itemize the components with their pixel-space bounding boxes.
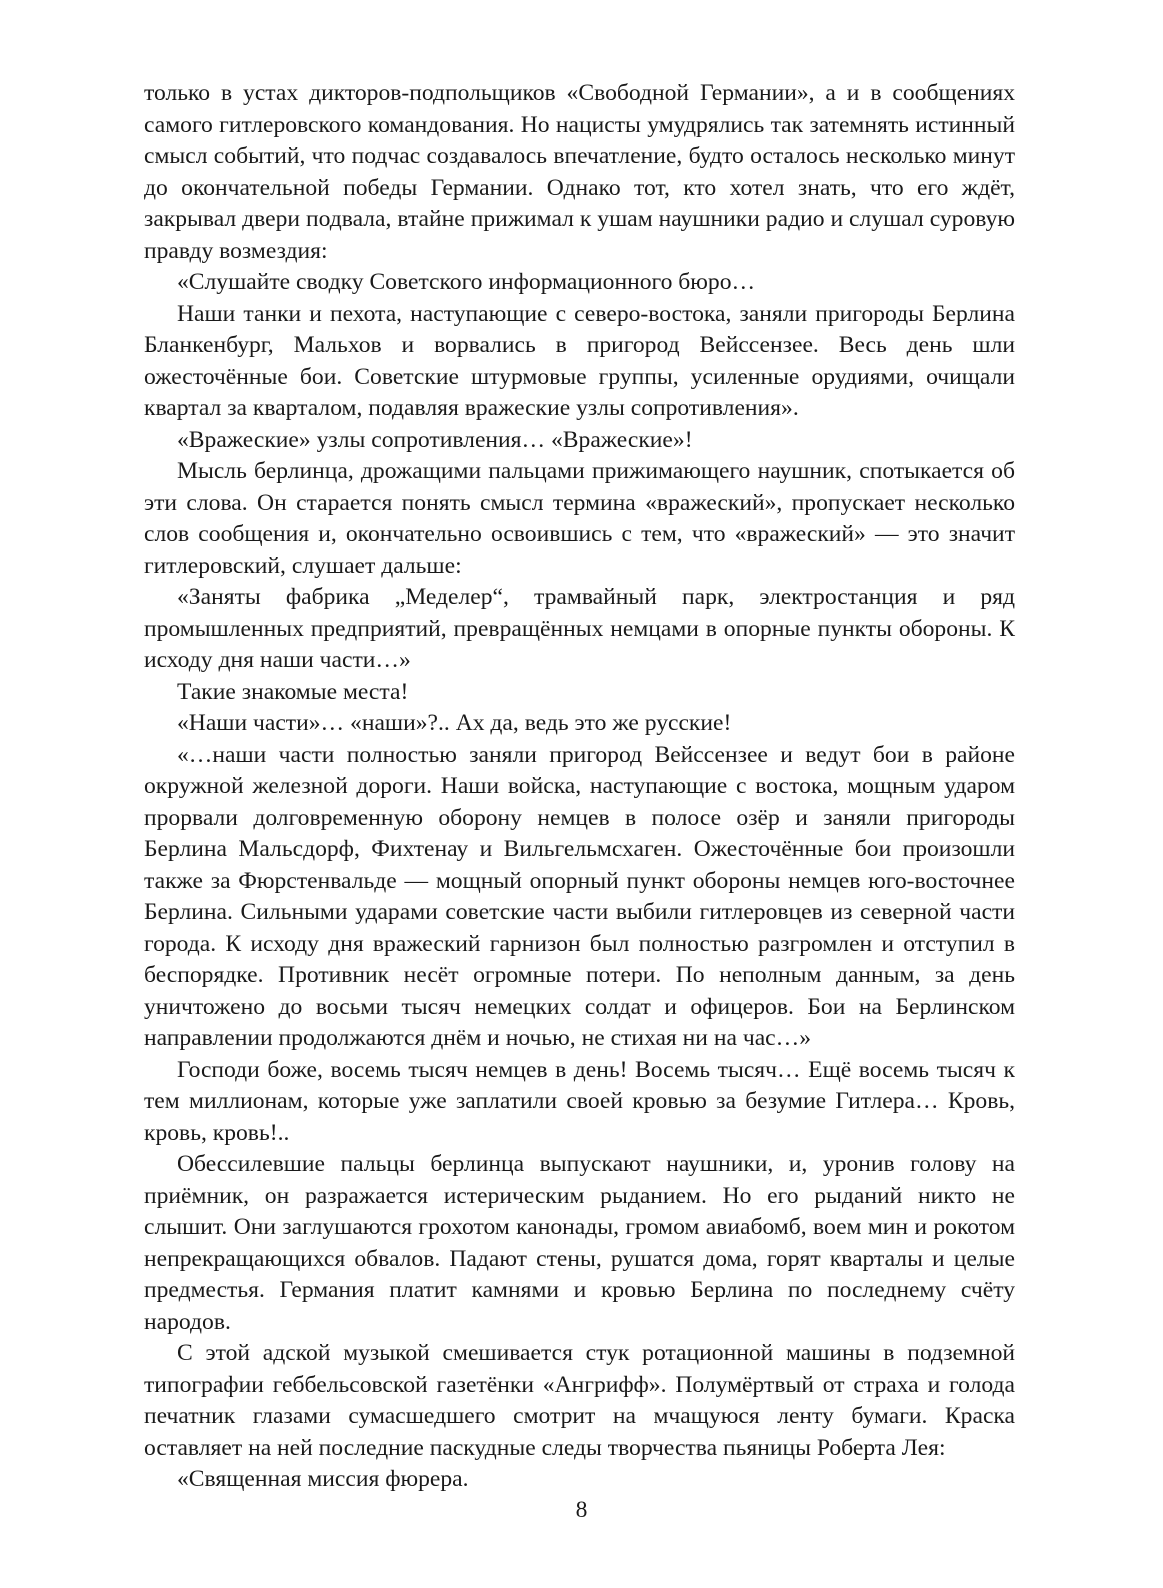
paragraph-1: только в устах дикторов-подпольщиков «Свободной Германии», а и в сообщениях самого гитлеровского командования. Но нацисты умудрялись так затемнять истинный смысл событий, что подчас создавалось впечатление, будто осталось несколько минут до окончательной победы Германии. Однако тот, кто хотел знать, что его ждёт, закрывал двери подвала, втайне прижимал к ушам наушники радио и слушал суровую правду возмездия: xyxy=(144,80,1015,264)
paragraph-12: С этой адской музыкой смешивается стук ротационной машины в подземной типографии геббельсовской газетёнки «Ангрифф». Полумёртвый от страха и голода печатник глазами сумасшедшего смотрит на мчащуюся ленту бумаги. Краска оставляет на ней последние паскудные следы творчества пьяницы Роберта Лея: xyxy=(144,1340,1015,1461)
paragraph-7: Такие знакомые места! xyxy=(177,678,409,705)
paragraph-10: Господи боже, восемь тысяч немцев в день! Восемь тысяч… Ещё восемь тысяч к тем миллионам, которые уже заплатили своей кровью за безумие Гитлера… Кровь, кровь, кровь!.. xyxy=(144,1056,1015,1146)
paragraph-8: «Наши части»… «наши»?.. Ах да, ведь это же русские! xyxy=(177,710,732,736)
paragraph-5: Мысль берлинца, дрожащими пальцами прижимающего наушник, спотыкается об эти слова. Он старается понять смысл термина «вражеский», пропускает несколько слов сообщения и, окончательно освоившись с тем, что «вражеский» — это значит гитлеровский, слушает дальше: xyxy=(144,458,1015,579)
paragraph-11: Обессилевшие пальцы берлинца выпускают наушники, и, уронив голову на приёмник, он разражается истерическим рыданием. Но его рыданий никто не слышит. Они заглушаются грохотом канонады, громом авиабомб, воем мин и рокотом непрекращающихся обвалов. Падают стены, рушатся дома, горят кварталы и целые предместья. Германия платит камнями и кровью Берлина по последнему счёту народов. xyxy=(144,1151,1015,1335)
body-text xyxy=(144,78,1015,1496)
paragraph-9: «…наши части полностью заняли пригород Вейссензее и ведут бои в районе окружной железной дороги. Наши войска, наступающие с востока, мощным ударом прорвали долговременную оборону немцев в полосе озёр и заняли пригороды Берлина Мальсдорф, Фихтенау и Вильгельмсхаген. Ожесточённые бои произошли также за Фюрстенвальде — мощный опорный пункт обороны немцев юго-восточнее Берлина. Сильными ударами советские части выбили гитлеровцев из северной части города. К исходу дня вражеский гарнизон был полностью разгромлен и отступил в беспорядке. Противник несёт огромные потери. По неполным данным, за день уничтожено до восьми тысяч немецких солдат и офицеров. Бои на Берлинском направлении продолжаются днём и ночью, не стихая ни на час…» xyxy=(144,741,1015,1051)
paragraph-2: «Слушайте сводку Советского информационного бюро… xyxy=(177,269,756,295)
paragraph-6: «Заняты фабрика „Меделер“, трамвайный парк, электростанция и ряд промышленных предприятий, превращённых немцами в опорные пункты обороны. К исходу дня наши части…» xyxy=(144,584,1015,673)
paragraph-13: «Священная миссия фюрера. xyxy=(177,1466,469,1492)
paragraph-4: «Вражеские» узлы сопротивления… «Вражеские»! xyxy=(177,426,693,453)
paragraph-3: Наши танки и пехота, наступающие с северо-востока, заняли пригороды Берлина Бланкенбург, Мальхов и ворвались в пригород Вейссензее. Весь день шли ожесточённые бои. Советские штурмовые группы, усиленные орудиями, очищали квартал за кварталом, подавляя вражеские узлы сопротивления». xyxy=(144,300,1015,421)
page-number: 8 xyxy=(575,1497,588,1523)
